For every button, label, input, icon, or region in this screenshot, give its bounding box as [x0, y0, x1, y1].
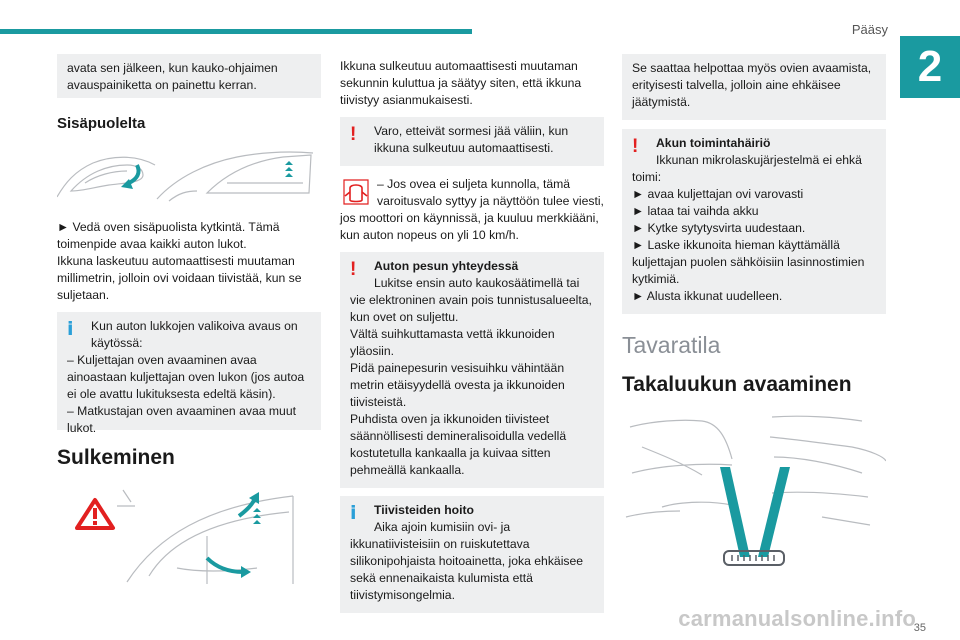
note-rest: ikkunatiivisteisiin on ruiskutettava silikonipohjaista hoitoainetta, joka ehkäisee sekä ennenaikaista kulumista että tiivistymisongelmia. — [350, 537, 584, 602]
heading-trunk: Tavaratila — [622, 332, 721, 358]
intro-text: avata sen jälkeen, kun kauko-ohjaimen avauspainiketta on painettu kerran. — [67, 61, 278, 92]
heading-inside: Sisäpuolelta — [57, 115, 146, 132]
note-first-line: Lukitse ensin auto kaukosäätimellä tai — [374, 276, 580, 290]
note-rest: – Kuljettajan oven avaaminen avaa ainoastaan kuljettajan oven lukon (jos autoa ei ole avattu lukituksesta edeltä käsin). – Matkustajan oven avaaminen avaa muut lukot. — [67, 353, 305, 435]
warning-mark-icon: ! — [632, 136, 639, 157]
battery-fault-note — [622, 129, 886, 314]
fingers-note — [340, 117, 604, 166]
car-wash-note — [340, 252, 604, 488]
note-rest: toimi: ► avaa kuljettajan ovi varovasti ► lataa tai vaihda akku ► Kytke sytytysvirta uudestaan. ► Laske ikkunoita hieman käyttämällä kuljettajan puolen sähköisiin lasinnostimien kytkimiä. ► Alusta ikkunat uudelleen. — [632, 170, 865, 303]
note-first-line: Kun auton lukkojen valikoiva avaus on käytössä: — [91, 319, 298, 350]
column-1 — [57, 54, 321, 586]
info-icon: i — [350, 502, 357, 524]
closing-illustration — [57, 476, 321, 586]
inside-para-2: Ikkuna laskeutuu automaattisesti muutaman millimetrin, jolloin ovi voidaan tiivistää, kun se suljetaan. — [57, 254, 302, 302]
note-title: Auton pesun yhteydessä — [374, 259, 519, 273]
column-3 — [622, 54, 886, 567]
section-title: Pääsy — [851, 22, 888, 37]
header-accent-bar — [0, 29, 472, 34]
intro-box — [57, 54, 321, 98]
page-number: 35 — [913, 622, 926, 634]
heading-tailgate: Takaluukun avaaminen — [622, 373, 852, 396]
note-first-line: Ikkunan mikrolaskujärjestelmä ei ehkä — [656, 153, 862, 167]
selective-unlock-note — [57, 312, 321, 435]
info-icon: i — [67, 318, 74, 340]
note-first-line: Aika ajoin kumisiin ovi- ja — [374, 520, 511, 534]
tip-text: Se saattaa helpottaa myös ovien avaamista, erityisesti talvella, jolloin aine ehkäisee jäätymistä. — [632, 61, 872, 109]
note-text: Varo, etteivät sormesi jää väliin, kun ikkuna sulkeutuu automaattisesti. — [374, 124, 569, 155]
door-open-warning — [340, 176, 604, 244]
inside-door-illustration — [57, 143, 321, 203]
note-title: Tiivisteiden hoito — [374, 503, 474, 517]
heading-closing: Sulkeminen — [57, 446, 175, 469]
warning-mark-icon: ! — [350, 124, 357, 145]
note-title: Akun toimintahäiriö — [656, 136, 771, 150]
watermark: carmanualsonline.info — [678, 606, 916, 631]
inside-para-1: ► Vedä oven sisäpuolista kytkintä. Tämä toimenpide avaa kaikki auton lukot. — [57, 220, 280, 251]
note-rest: vie elektroninen avain pois tunnistusalueelta, kun ovet on suljettu. Vältä suihkuttamasta vettä ikkunoiden yläosiin. Pidä painepesurin vesisuihku vähintään metrin etäisyydellä ovesta ja ikkunoiden tiivisteistä. Puhdista oven ja ikkunoiden tiivisteet säännöllisesti demineralisoidulla vedellä kostutetulla kankaalla ja kuivaa sitten pehmeällä kankaalla. — [350, 293, 592, 477]
chapter-tab: 2 — [900, 36, 960, 98]
column-2 — [340, 58, 604, 613]
tip-box — [622, 54, 886, 120]
warning-mark-icon: ! — [350, 259, 357, 280]
door-warning-first: – Jos ovea ei suljeta kunnolla, tämä varoitusvalo syttyy ja näyttöön tulee viesti, — [377, 177, 604, 208]
door-warning-rest: jos moottori on käynnissä, ja kuuluu merkkiääni, kun auton nopeus on yli 10 km/h. — [340, 211, 599, 242]
tailgate-illustration — [622, 407, 886, 567]
seal-care-note — [340, 496, 604, 613]
window-para: Ikkuna sulkeutuu automaattisesti muutaman sekunnin kuluttua ja säätyy siten, että ikkuna tiivistyy asianmukaisesti. — [340, 59, 582, 107]
door-open-warning-icon — [340, 176, 372, 208]
